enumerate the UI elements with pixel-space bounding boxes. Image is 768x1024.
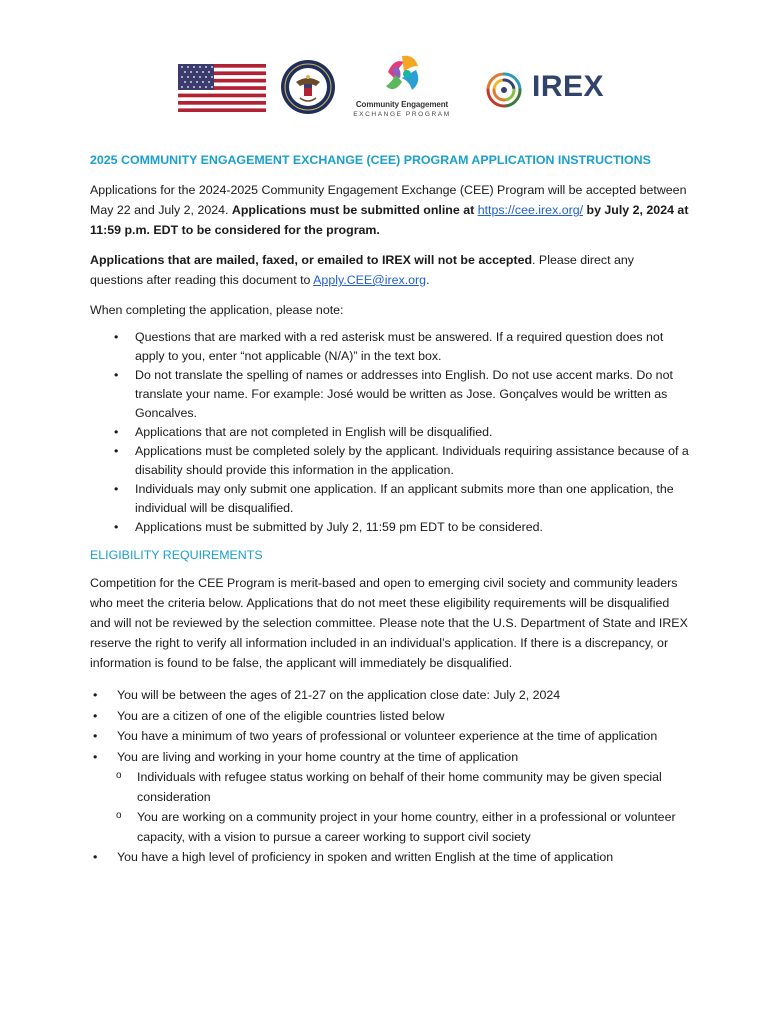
list-item: • Do not translate the spelling of names or addresses into English. Do not use accent marks. Do not translate your name. For example: José would be written as Jose. Gonçalves would be written as Goncalves. bbox=[90, 366, 690, 423]
cee-program-logo bbox=[350, 52, 454, 128]
irex-wordmark: IREX bbox=[532, 70, 605, 103]
list-item: • You have a high level of proficiency in spoken and written English at the time of application bbox=[90, 847, 690, 868]
us-flag-icon bbox=[178, 64, 266, 112]
list-item: • Applications must be completed solely by the applicant. Individuals requiring assistance because of a disability should provide this information in the application. bbox=[90, 442, 690, 480]
notice-end: . bbox=[426, 273, 430, 287]
intro-bold-1: Applications must be submitted online at bbox=[231, 203, 478, 217]
notice-text: . Please direct any questions after reading this document to bbox=[90, 253, 634, 287]
list-item: • Applications that are not completed in English will be disqualified. bbox=[90, 423, 690, 442]
list-item: • Applications must be submitted by July 2, 11:59 pm EDT to be considered. bbox=[90, 518, 690, 537]
logo-banner bbox=[0, 52, 768, 132]
notes-list bbox=[90, 328, 690, 537]
cee-title: Community Engagement bbox=[355, 100, 449, 109]
cee-emblem-icon bbox=[380, 52, 424, 98]
list-item: • You are living and working in your home country at the time of application bbox=[90, 747, 690, 768]
nested-list-container bbox=[90, 767, 690, 847]
list-item: • Questions that are marked with a red asterisk must be answered. If a required question does not apply to you, enter “not applicable (N/A)” in the text box. bbox=[90, 328, 690, 366]
eligibility-intro: Competition for the CEE Program is merit-based and open to emerging civil society and community leaders who meet the criteria below. Applications that do not meet these eligibility requirements will be disqualified and will not be reviewed by the selection committee. Please note that the U.S. Department of State and IREX reserve the right to verify all information included in an individual’s application. If there is a discrepancy, or information is found to be false, the applicant will immediately be disqualified. bbox=[90, 576, 688, 670]
notice-bold: Applications that are mailed, faxed, or emailed to IREX will not be accepted bbox=[90, 253, 533, 267]
notice-paragraph bbox=[90, 250, 690, 290]
note-intro: When completing the application, please note: bbox=[90, 303, 344, 317]
sub-requirements-list bbox=[90, 767, 690, 847]
contact-email-link[interactable]: Apply.CEE@irex.org bbox=[313, 273, 427, 287]
sub-list-item: o You are working on a community project in your home country, either in a professional or volunteer capacity, with a vision to pursue a career working to support civil society bbox=[90, 807, 690, 847]
sub-list-item: o Individuals with refugee status working on behalf of their home community may be given special consideration bbox=[90, 767, 690, 807]
irex-emblem-icon bbox=[482, 66, 526, 114]
list-item: • You will be between the ages of 21-27 on the application close date: July 2, 2024 bbox=[90, 685, 690, 706]
irex-logo bbox=[482, 64, 605, 118]
list-item: • You have a minimum of two years of professional or volunteer experience at the time of application bbox=[90, 726, 690, 747]
document-body bbox=[90, 150, 690, 868]
state-department-seal-icon bbox=[280, 56, 336, 118]
intro-paragraph bbox=[90, 180, 690, 240]
list-item: • You are a citizen of one of the eligible countries listed below bbox=[90, 706, 690, 727]
page-title: 2025 COMMUNITY ENGAGEMENT EXCHANGE (CEE) PROGRAM APPLICATION INSTRUCTIONS bbox=[90, 153, 651, 167]
requirements-list bbox=[90, 685, 690, 868]
eligibility-heading: ELIGIBILITY REQUIREMENTS bbox=[90, 548, 263, 562]
intro-bold-2: by July 2, 2024 at 11:59 p.m. EDT to be considered for the program. bbox=[90, 203, 689, 237]
cee-subtitle: EXCHANGE PROGRAM bbox=[353, 111, 451, 118]
intro-text: Applications for the 2024-2025 Community Engagement Exchange (CEE) Program will be accepted between May 22 and July 2, 2024. bbox=[90, 183, 687, 217]
list-item: • Individuals may only submit one application. If an applicant submits more than one application, the individual will be disqualified. bbox=[90, 480, 690, 518]
application-link[interactable]: https://cee.irex.org/ bbox=[477, 203, 584, 217]
